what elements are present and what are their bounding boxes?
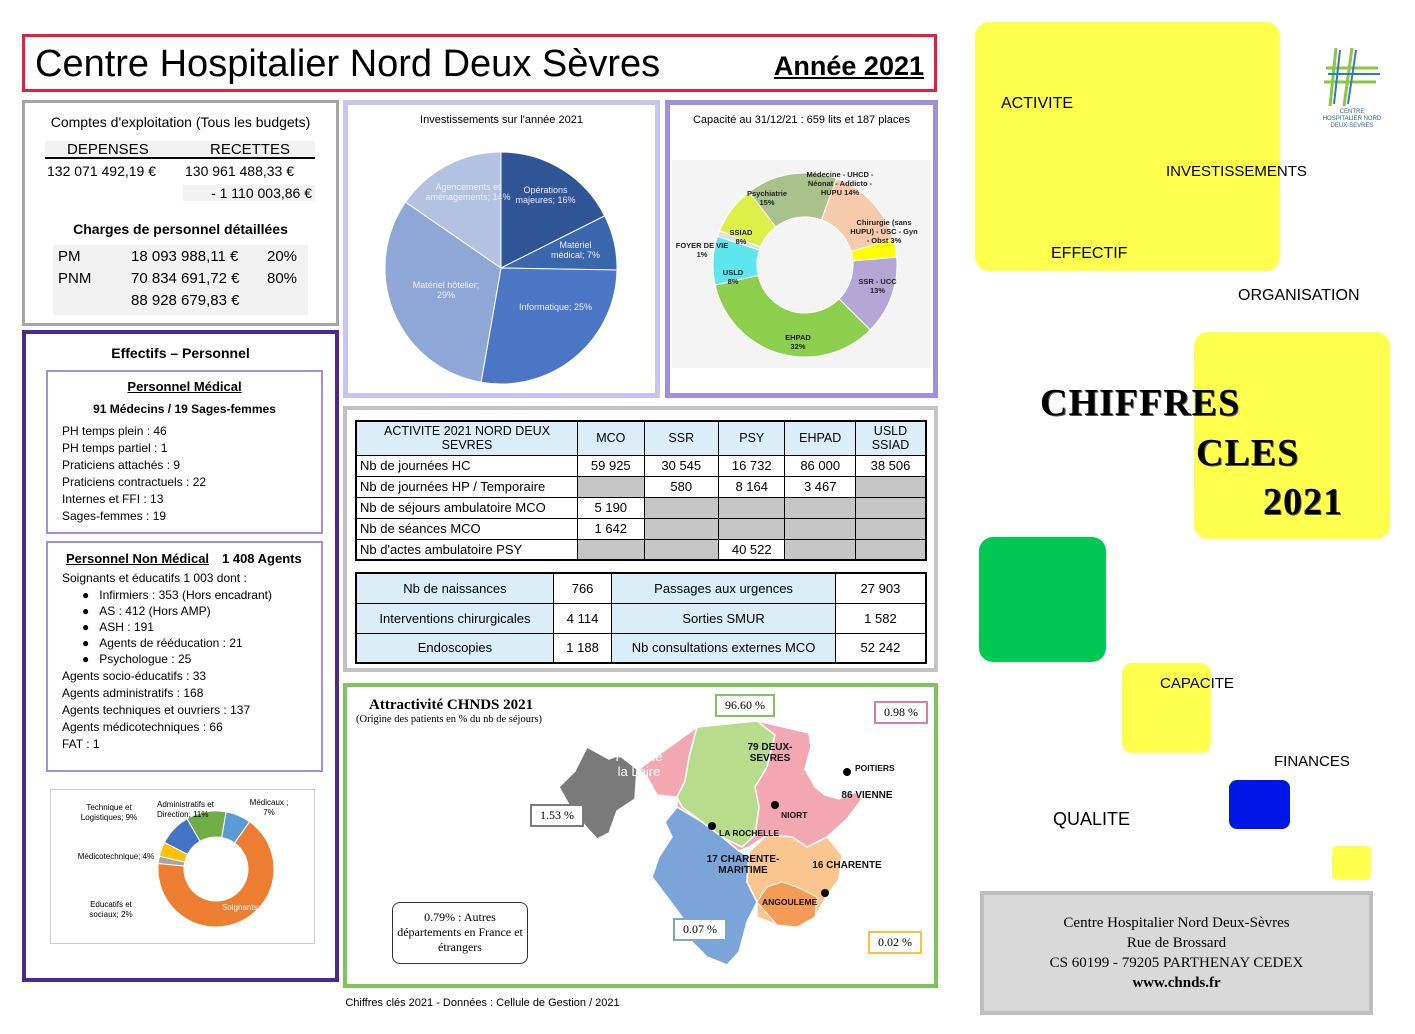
pm-line: Praticiens attachés : 9 <box>62 458 181 472</box>
pct-79: 96.60 % <box>715 694 775 717</box>
charge-pnm-value: 70 834 691,72 € <box>131 270 240 287</box>
pct-86: 0.98 % <box>874 701 928 724</box>
table-cell-label: Nb d'actes ambulatoire PSY <box>356 539 578 560</box>
inv-label-materiel-hotelier: Matériel hôtelier; 29% <box>412 280 480 300</box>
pnm-intro: Soignants et éducatifs 1 003 dont : <box>62 571 247 585</box>
address-link[interactable]: www.chnds.fr <box>1132 975 1221 991</box>
investissements-box <box>343 100 660 398</box>
pct-pdl: 1.53 % <box>530 804 584 827</box>
attractivite-subtitle: (Origine des patients en % du nb de séjours) <box>356 714 543 725</box>
pnm-bullet: ● Infirmiers : 353 (Hors encadrant) <box>82 588 272 602</box>
map-city-rochelle: LA ROCHELLE <box>719 828 780 838</box>
map-city-dot <box>708 822 716 830</box>
table-cell-label: Nb de séjours ambulatoire MCO <box>356 497 578 518</box>
pnm-bullet: ● Psychologue : 25 <box>82 652 192 666</box>
cap-label-chirurgie: Chirurgie (sans HUPU) - USC - Gyn - Obst 3% <box>850 218 918 245</box>
pnm-bullet: ● AS : 412 (Hors AMP) <box>82 604 211 618</box>
green-square <box>979 537 1106 662</box>
effectifs-box <box>22 330 339 982</box>
table-cell <box>785 518 855 539</box>
address-line: Centre Hospitalier Nord Deux-Sèvres <box>1063 915 1290 931</box>
table-cell-label: Nb de journées HC <box>356 455 578 476</box>
depenses-value: 132 071 492,19 € <box>47 163 156 179</box>
table-cell: 1 642 <box>578 518 644 539</box>
pnm-title: Personnel Non Médical <box>66 551 210 566</box>
capacite-title: Capacité au 31/12/21 : 659 lits et 187 places <box>692 114 911 126</box>
table-cell <box>855 497 926 518</box>
table-cell <box>719 497 785 518</box>
pm-line: Sages-femmes : 19 <box>62 509 167 523</box>
pnm-bullet-text: ASH : 191 <box>99 620 154 634</box>
table-cell: Sorties SMUR <box>612 603 836 633</box>
table-cell: 1 188 <box>553 633 611 663</box>
map-label-79: 79 DEUX-SEVRES <box>747 742 793 764</box>
table-cell: Passages aux urgences <box>612 573 836 603</box>
table-cell: 38 506 <box>855 455 926 476</box>
map-city-angouleme: ANGOULEME <box>762 897 818 907</box>
table-cell: Nb consultations externes MCO <box>612 633 836 663</box>
table-cell <box>785 497 855 518</box>
table-cell: 580 <box>644 476 719 497</box>
table-cell <box>644 539 719 560</box>
logo-icon <box>1322 46 1382 110</box>
table-cell <box>855 518 926 539</box>
table-cell: 1 582 <box>835 603 926 633</box>
header-box <box>22 34 937 92</box>
pnm-bullet: ● Agents de rééducation : 21 <box>82 636 243 650</box>
table-cell: 766 <box>553 573 611 603</box>
table-cell: 40 522 <box>719 539 785 560</box>
page-year: Année 2021 <box>773 51 924 81</box>
blue-square <box>1229 780 1290 829</box>
table-cell <box>719 518 785 539</box>
map-label-17: 17 CHARENTE-MARITIME <box>706 854 780 876</box>
map-label-16: 16 CHARENTE <box>812 860 882 871</box>
pnm-line: Agents socio-éducatifs : 33 <box>62 669 207 683</box>
recettes-label: RECETTES <box>210 141 291 158</box>
solde-value: - 1 110 003,86 € <box>183 185 315 201</box>
table-row <box>356 633 926 663</box>
pm-box <box>46 370 323 534</box>
pm-subtitle: 91 Médecins / 19 Sages-femmes <box>93 402 276 416</box>
capacite-box <box>665 100 938 398</box>
cap-label-medecine: Médecine - UHCD - Néonat - Addicto - HUPU 14% <box>806 170 874 197</box>
eff-label-soignants: Soignants; 66% <box>221 903 279 912</box>
pnm-bullet: ● ASH : 191 <box>82 620 154 634</box>
logo-text: CENTRE HOSPITALIER NORD DEUX-SEVRES <box>1322 109 1382 129</box>
yellow-square-tiny <box>1332 846 1371 880</box>
table-cell-label: Nb de journées HP / Temporaire <box>356 476 578 497</box>
table-header-cell: USLD SSIAD <box>855 421 926 455</box>
table-cell: 30 545 <box>644 455 719 476</box>
title-chiffres: CHIFFRES <box>1040 382 1241 424</box>
kw-qualite: QUALITE <box>1053 809 1131 829</box>
cap-label-ehpad: EHPAD 32% <box>785 333 811 351</box>
pct-other: 0.79% : Autres départements en France et étrangers <box>392 902 528 964</box>
table-cell <box>644 497 719 518</box>
table-row <box>356 603 926 633</box>
table-cell: 4 114 <box>553 603 611 633</box>
map-city-dot <box>821 889 829 897</box>
pm-line: Internes et FFI : 13 <box>62 492 164 506</box>
depenses-label: DEPENSES <box>67 141 149 158</box>
attractivite-box <box>343 683 938 988</box>
table-cell: Endoscopies <box>356 633 553 663</box>
table-cell <box>855 539 926 560</box>
pct-17: 0.07 % <box>673 918 727 941</box>
map-city-dot <box>771 801 779 809</box>
page-title: Centre Hospitalier Nord Deux Sèvres <box>35 43 661 85</box>
map-city-niort: NIORT <box>781 810 808 820</box>
map-label-86: 86 VIENNE <box>841 790 893 801</box>
pnm-line: FAT : 1 <box>62 737 100 751</box>
pnm-bullet-text: Agents de rééducation : 21 <box>99 636 243 650</box>
pnm-agents: 1 408 Agents <box>222 551 302 566</box>
charge-pnm-pct: 80% <box>267 270 298 287</box>
comptes-title: Comptes d'exploitation (Tous les budgets) <box>50 114 311 130</box>
pnm-bullet-text: Psychologue : 25 <box>99 652 192 666</box>
charge-pm-pct: 20% <box>267 248 298 265</box>
pnm-line: Agents médicotechniques : 66 <box>62 720 223 734</box>
table-cell <box>785 539 855 560</box>
pnm-bullet-text: Infirmiers : 353 (Hors encadrant) <box>99 588 272 602</box>
inv-label-operations: Opérations majeures; 16% <box>515 185 576 205</box>
charges-total: 88 928 679,83 € <box>131 292 240 309</box>
table-cell: Nb de naissances <box>356 573 553 603</box>
investissements-title: Investissements sur l'année 2021 <box>420 114 583 126</box>
table-header-cell: SSR <box>644 421 719 455</box>
kw-finances: FINANCES <box>1274 753 1350 770</box>
activite-box <box>343 406 938 672</box>
table-cell: 16 732 <box>719 455 785 476</box>
pnm-line: Agents techniques et ouvriers : 137 <box>62 703 251 717</box>
inv-label-materiel-medical: Matériel médical; 7% <box>550 240 601 260</box>
eff-label-medicaux: Médicaux ; 7% <box>249 798 289 817</box>
attractivite-title: Attractivité CHNDS 2021 <box>369 697 534 713</box>
table-row <box>356 497 926 518</box>
address-line: CS 60199 - 79205 PARTHENAY CEDEX <box>1049 955 1304 971</box>
pm-title: Personnel Médical <box>127 379 242 394</box>
table-row <box>356 476 926 497</box>
yellow-square-large <box>975 22 1280 271</box>
cap-label-foyer: FOYER DE VIE 1% <box>675 241 729 259</box>
charges-title: Charges de personnel détaillées <box>73 221 288 237</box>
effectifs-title: Effectifs – Personnel <box>111 345 250 361</box>
kw-activite: ACTIVITE <box>1001 95 1074 112</box>
table-row <box>356 539 926 560</box>
pm-line: Praticiens contractuels : 22 <box>62 475 207 489</box>
table-cell <box>644 518 719 539</box>
map-label-pdl: Pays de la Loire <box>615 749 663 779</box>
eff-label-technique: Technique et Logistiques; 9% <box>80 803 138 822</box>
table-cell: 5 190 <box>578 497 644 518</box>
table-cell: 59 925 <box>578 455 644 476</box>
table-cell: 3 467 <box>785 476 855 497</box>
pnm-line: Agents administratifs : 168 <box>62 686 204 700</box>
kw-capacite: CAPACITE <box>1160 675 1234 692</box>
depenses-header <box>45 141 315 159</box>
footer-note: Chiffres clés 2021 - Données : Cellule de Gestion / 2021 <box>345 997 620 1009</box>
charge-pm-label: PM <box>58 248 81 265</box>
effectifs-chart <box>50 789 315 944</box>
map-city-dot <box>843 768 851 776</box>
inv-label-informatique: Informatique; 25% <box>518 302 593 312</box>
inv-label-agencements: Agencements et aménagements; 14% <box>425 182 511 202</box>
kw-effectif: EFFECTIF <box>1051 245 1128 262</box>
table-cell: Interventions chirurgicales <box>356 603 553 633</box>
title-cles: CLES <box>1196 432 1300 474</box>
address-box <box>980 891 1373 1015</box>
table-cell: 52 242 <box>835 633 926 663</box>
kw-investissements: INVESTISSEMENTS <box>1166 163 1307 180</box>
pnm-bullet-text: AS : 412 (Hors AMP) <box>99 604 211 618</box>
map-city-poitiers: POITIERS <box>855 763 895 773</box>
table-row <box>356 573 926 603</box>
table-cell <box>855 476 926 497</box>
recettes-value: 130 961 488,33 € <box>185 163 294 179</box>
activite-extra-table <box>355 572 927 664</box>
kw-organisation: ORGANISATION <box>1238 287 1360 304</box>
table-cell: 27 903 <box>835 573 926 603</box>
address-line: Rue de Brossard <box>1126 935 1227 951</box>
activite-table <box>355 420 927 561</box>
table-cell <box>578 539 644 560</box>
eff-label-educatifs: Educatifs et sociaux; 2% <box>89 900 133 919</box>
cap-label-ssr: SSR - UCC 13% <box>858 277 897 295</box>
cap-label-ssiad: SSIAD 8% <box>729 228 753 246</box>
table-header-cell: ACTIVITE 2021 NORD DEUX SEVRES <box>356 421 578 455</box>
comptes-box <box>22 100 339 326</box>
table-row <box>356 455 926 476</box>
logo <box>1322 46 1382 142</box>
table-header-cell: EHPAD <box>785 421 855 455</box>
table-cell: 86 000 <box>785 455 855 476</box>
pnm-box <box>46 541 323 772</box>
eff-label-medicotechnique: Médicotechnique; 4% <box>77 852 155 861</box>
pm-line: PH temps plein : 46 <box>62 424 167 438</box>
eff-label-administratifs: Administratifs et Direction; 11% <box>157 800 214 819</box>
pct-16: 0.02 % <box>868 931 922 954</box>
charge-pnm-label: PNM <box>58 270 92 287</box>
pie-slice <box>481 268 617 384</box>
effectifs-donut <box>151 804 281 934</box>
cap-label-usld: USLD 8% <box>722 268 744 286</box>
table-cell <box>578 476 644 497</box>
cap-label-psychiatrie: Psychiatrie 15% <box>746 189 788 207</box>
title-year: 2021 <box>1263 481 1343 523</box>
table-cell: 8 164 <box>719 476 785 497</box>
table-header-cell: MCO <box>578 421 644 455</box>
table-row <box>356 421 926 455</box>
charge-pm-value: 18 093 988,11 € <box>131 248 239 265</box>
table-header-cell: PSY <box>719 421 785 455</box>
table-cell-label: Nb de séances MCO <box>356 518 578 539</box>
pm-line: PH temps partiel : 1 <box>62 441 168 455</box>
table-row <box>356 518 926 539</box>
